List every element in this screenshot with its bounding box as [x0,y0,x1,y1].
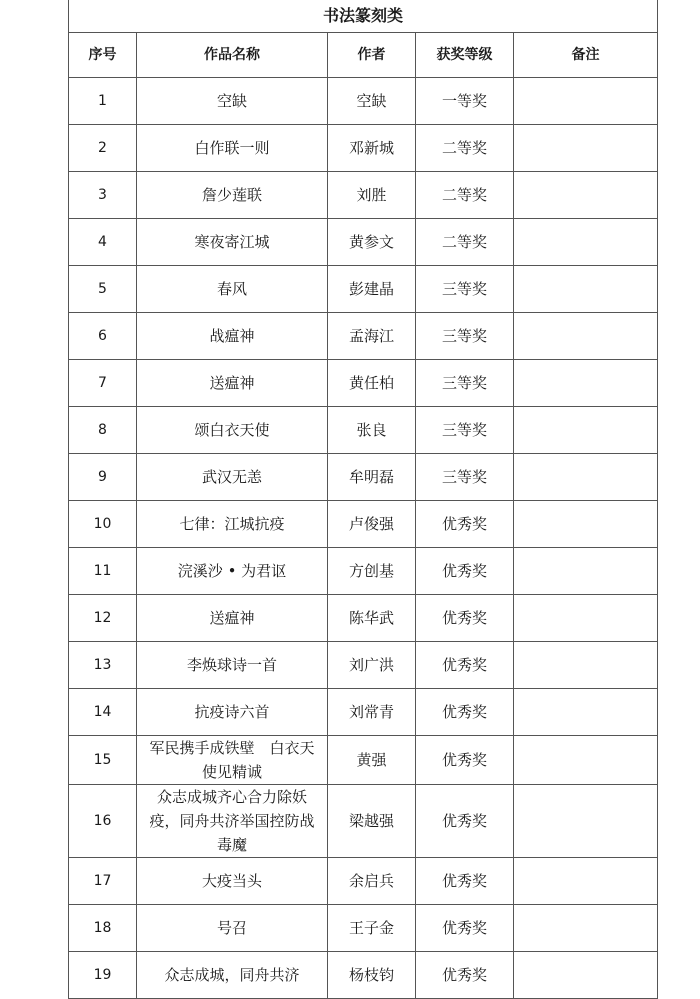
cell-award: 优秀奖 [416,642,514,689]
cell-name: 寒夜寄江城 [137,219,328,266]
cell-author: 刘胜 [328,172,416,219]
cell-award: 三等奖 [416,266,514,313]
cell-note [514,858,658,905]
cell-name: 大疫当头 [137,858,328,905]
table-row [69,172,658,219]
table-row [69,595,658,642]
cell-note [514,172,658,219]
cell-name: 号召 [137,905,328,952]
cell-award: 优秀奖 [416,905,514,952]
cell-author: 黄强 [328,736,416,785]
cell-note [514,501,658,548]
cell-no: 5 [69,266,137,313]
cell-name: 李焕球诗一首 [137,642,328,689]
cell-name: 春风 [137,266,328,313]
cell-name: 颂白衣天使 [137,407,328,454]
header-name: 作品名称 [137,33,328,78]
cell-note [514,360,658,407]
table-row [69,952,658,999]
cell-note [514,407,658,454]
table-row [69,266,658,313]
cell-no: 16 [69,785,137,858]
cell-author: 黄任柏 [328,360,416,407]
cell-award: 优秀奖 [416,501,514,548]
table-row [69,501,658,548]
cell-no: 4 [69,219,137,266]
table-row [69,219,658,266]
cell-author: 杨枝钧 [328,952,416,999]
cell-note [514,689,658,736]
cell-note [514,595,658,642]
table-row [69,125,658,172]
table-row [69,736,658,785]
cell-award: 二等奖 [416,125,514,172]
cell-note [514,125,658,172]
table-title: 书法篆刻类 [69,0,658,33]
cell-award: 一等奖 [416,78,514,125]
cell-award: 三等奖 [416,313,514,360]
cell-note [514,454,658,501]
header-no: 序号 [69,33,137,78]
cell-no: 19 [69,952,137,999]
table-row [69,313,658,360]
cell-note [514,905,658,952]
cell-name: 送瘟神 [137,595,328,642]
cell-name: 白作联一则 [137,125,328,172]
cell-name: 军民携手成铁壁 白衣天使见精诚 [137,736,328,785]
cell-name: 战瘟神 [137,313,328,360]
cell-author: 陈华武 [328,595,416,642]
cell-award: 优秀奖 [416,952,514,999]
table-row [69,858,658,905]
cell-no: 6 [69,313,137,360]
cell-name: 抗疫诗六首 [137,689,328,736]
cell-name: 七律：江城抗疫 [137,501,328,548]
cell-author: 余启兵 [328,858,416,905]
cell-no: 8 [69,407,137,454]
cell-note [514,736,658,785]
cell-award: 二等奖 [416,219,514,266]
table-row [69,407,658,454]
cell-name: 空缺 [137,78,328,125]
table-row [69,78,658,125]
cell-author: 梁越强 [328,785,416,858]
table-row [69,642,658,689]
cell-award: 三等奖 [416,407,514,454]
cell-author: 王子金 [328,905,416,952]
table-row [69,785,658,858]
table-row [69,548,658,595]
cell-note [514,642,658,689]
cell-award: 优秀奖 [416,736,514,785]
cell-no: 7 [69,360,137,407]
cell-name: 武汉无恙 [137,454,328,501]
table-header-row [69,33,658,78]
cell-no: 3 [69,172,137,219]
cell-author: 黄参文 [328,219,416,266]
cell-award: 优秀奖 [416,689,514,736]
cell-note [514,785,658,858]
cell-author: 方创基 [328,548,416,595]
table-row [69,360,658,407]
cell-no: 13 [69,642,137,689]
cell-no: 1 [69,78,137,125]
header-award: 获奖等级 [416,33,514,78]
cell-no: 15 [69,736,137,785]
table-row [69,454,658,501]
cell-name: 众志成城齐心合力除妖疫，同舟共济举国控防战毒魔 [137,785,328,858]
cell-name: 浣溪沙 • 为君讴 [137,548,328,595]
cell-no: 11 [69,548,137,595]
cell-author: 孟海江 [328,313,416,360]
cell-author: 空缺 [328,78,416,125]
cell-note [514,952,658,999]
cell-author: 邓新城 [328,125,416,172]
award-table-sheet [68,0,657,984]
cell-no: 9 [69,454,137,501]
cell-no: 10 [69,501,137,548]
cell-award: 二等奖 [416,172,514,219]
cell-award: 三等奖 [416,360,514,407]
cell-award: 优秀奖 [416,595,514,642]
cell-no: 17 [69,858,137,905]
cell-award: 三等奖 [416,454,514,501]
cell-no: 14 [69,689,137,736]
cell-author: 牟明磊 [328,454,416,501]
cell-note [514,548,658,595]
cell-author: 彭建晶 [328,266,416,313]
header-author: 作者 [328,33,416,78]
cell-name: 詹少莲联 [137,172,328,219]
cell-name: 送瘟神 [137,360,328,407]
cell-author: 张良 [328,407,416,454]
cell-name: 众志成城，同舟共济 [137,952,328,999]
table-row [69,905,658,952]
table-title-row [69,0,658,33]
cell-author: 刘广洪 [328,642,416,689]
award-table [68,0,658,999]
cell-note [514,266,658,313]
cell-note [514,313,658,360]
table-row [69,689,658,736]
cell-note [514,219,658,266]
cell-no: 18 [69,905,137,952]
cell-no: 2 [69,125,137,172]
cell-no: 12 [69,595,137,642]
cell-note [514,78,658,125]
cell-award: 优秀奖 [416,548,514,595]
cell-author: 刘常青 [328,689,416,736]
cell-award: 优秀奖 [416,785,514,858]
cell-award: 优秀奖 [416,858,514,905]
cell-author: 卢俊强 [328,501,416,548]
header-note: 备注 [514,33,658,78]
